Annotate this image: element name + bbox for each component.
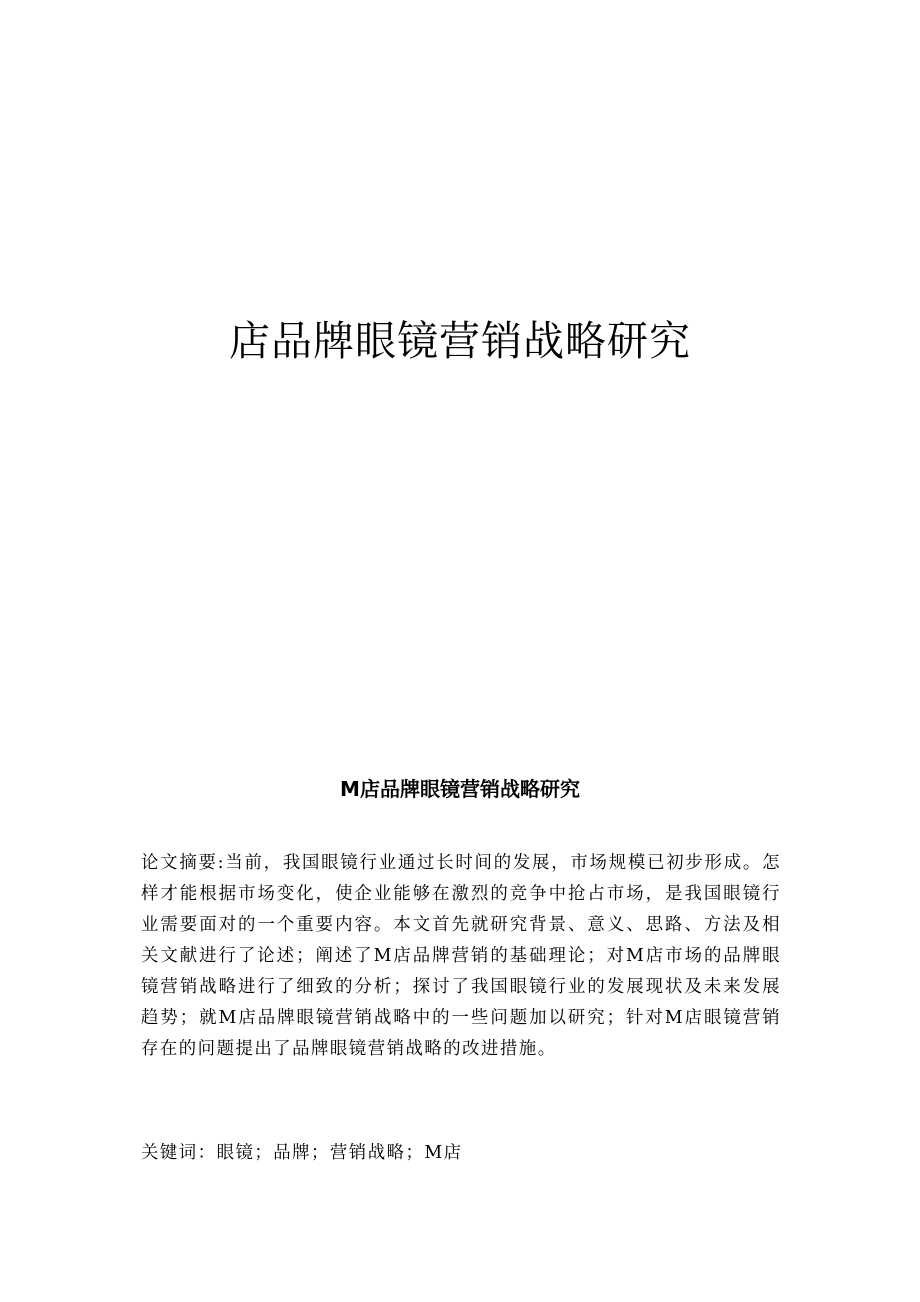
paper-title: M店品牌眼镜营销战略研究 bbox=[340, 777, 580, 801]
abstract-paragraph: 论文摘要:当前，我国眼镜行业通过长时间的发展，市场规模已初步形成。怎样才能根据市场变化，使企业能够在激烈的竞争中抢占市场，是我国眼镜行业需要面对的一个重要内容。本文首先就研究背景、意义、思路、方法及相关文献进行了论述；阐述了M店品牌营销的基础理论；对M店市场的品牌眼镜营销战略进行了细致的分析；探讨了我国眼镜行业的发展现状及未来发展趋势；就M店品牌眼镜营销战略中的一些问题加以研究；针对M店眼镜营销存在的问题提出了品牌眼镜营销战略的改进措施。 bbox=[141, 853, 781, 1059]
keywords-line: 关键词：眼镜；品牌；营销战略；M店 bbox=[141, 1143, 463, 1163]
cover-title: 店品牌眼镜营销战略研究 bbox=[229, 317, 691, 365]
